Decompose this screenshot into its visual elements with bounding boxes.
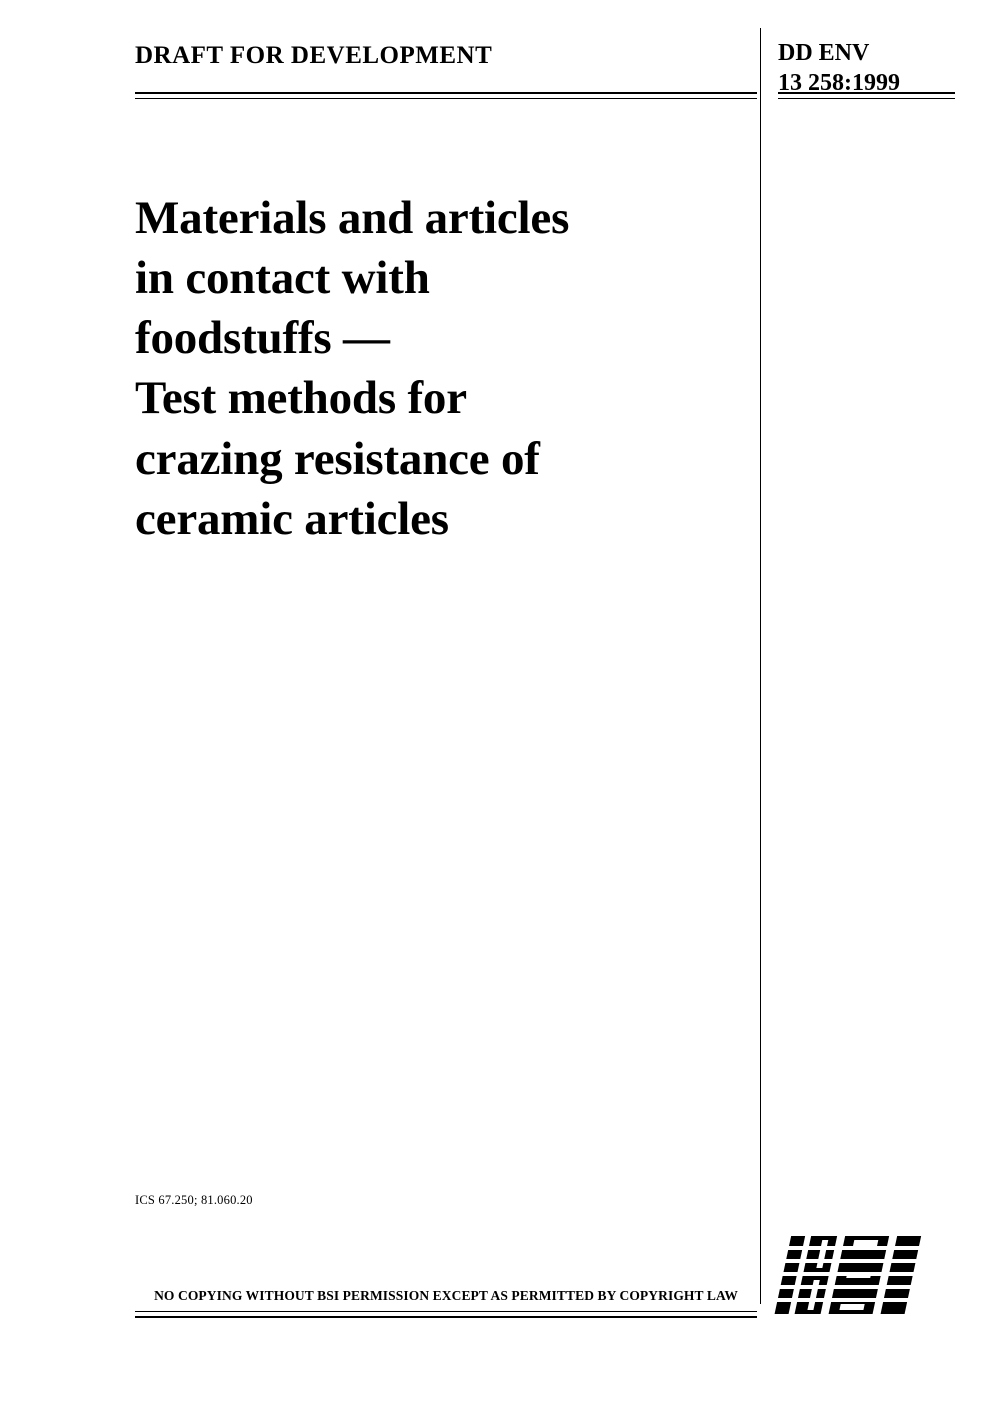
header-divider-left bbox=[135, 92, 757, 99]
page-title-line: foodstuffs — bbox=[135, 312, 390, 365]
footer-divider bbox=[135, 1311, 757, 1318]
page-title bbox=[135, 188, 745, 549]
page-title-line: crazing resistance of bbox=[135, 432, 540, 485]
ics-classification: ICS 67.250; 81.060.20 bbox=[135, 1193, 253, 1207]
header-divider-right bbox=[778, 92, 955, 99]
standard-reference-line-1: DD ENV bbox=[778, 40, 870, 66]
column-divider bbox=[760, 28, 761, 1304]
standard-reference-line-2: 13 258:1999 bbox=[778, 70, 900, 96]
bsi-logo bbox=[770, 1232, 956, 1318]
page-title-line: Materials and articles bbox=[135, 192, 570, 244]
draft-for-development-label: DRAFT FOR DEVELOPMENT bbox=[135, 42, 493, 69]
copyright-notice: NO COPYING WITHOUT BSI PERMISSION EXCEPT AS PERMITTED BY COPYRIGHT LAW bbox=[154, 1288, 738, 1303]
standard-reference bbox=[778, 38, 900, 98]
page-title-line: Test methods for bbox=[135, 372, 467, 425]
page-title-line: ceramic articles bbox=[135, 492, 449, 545]
page-title-line: in contact with bbox=[135, 252, 430, 305]
